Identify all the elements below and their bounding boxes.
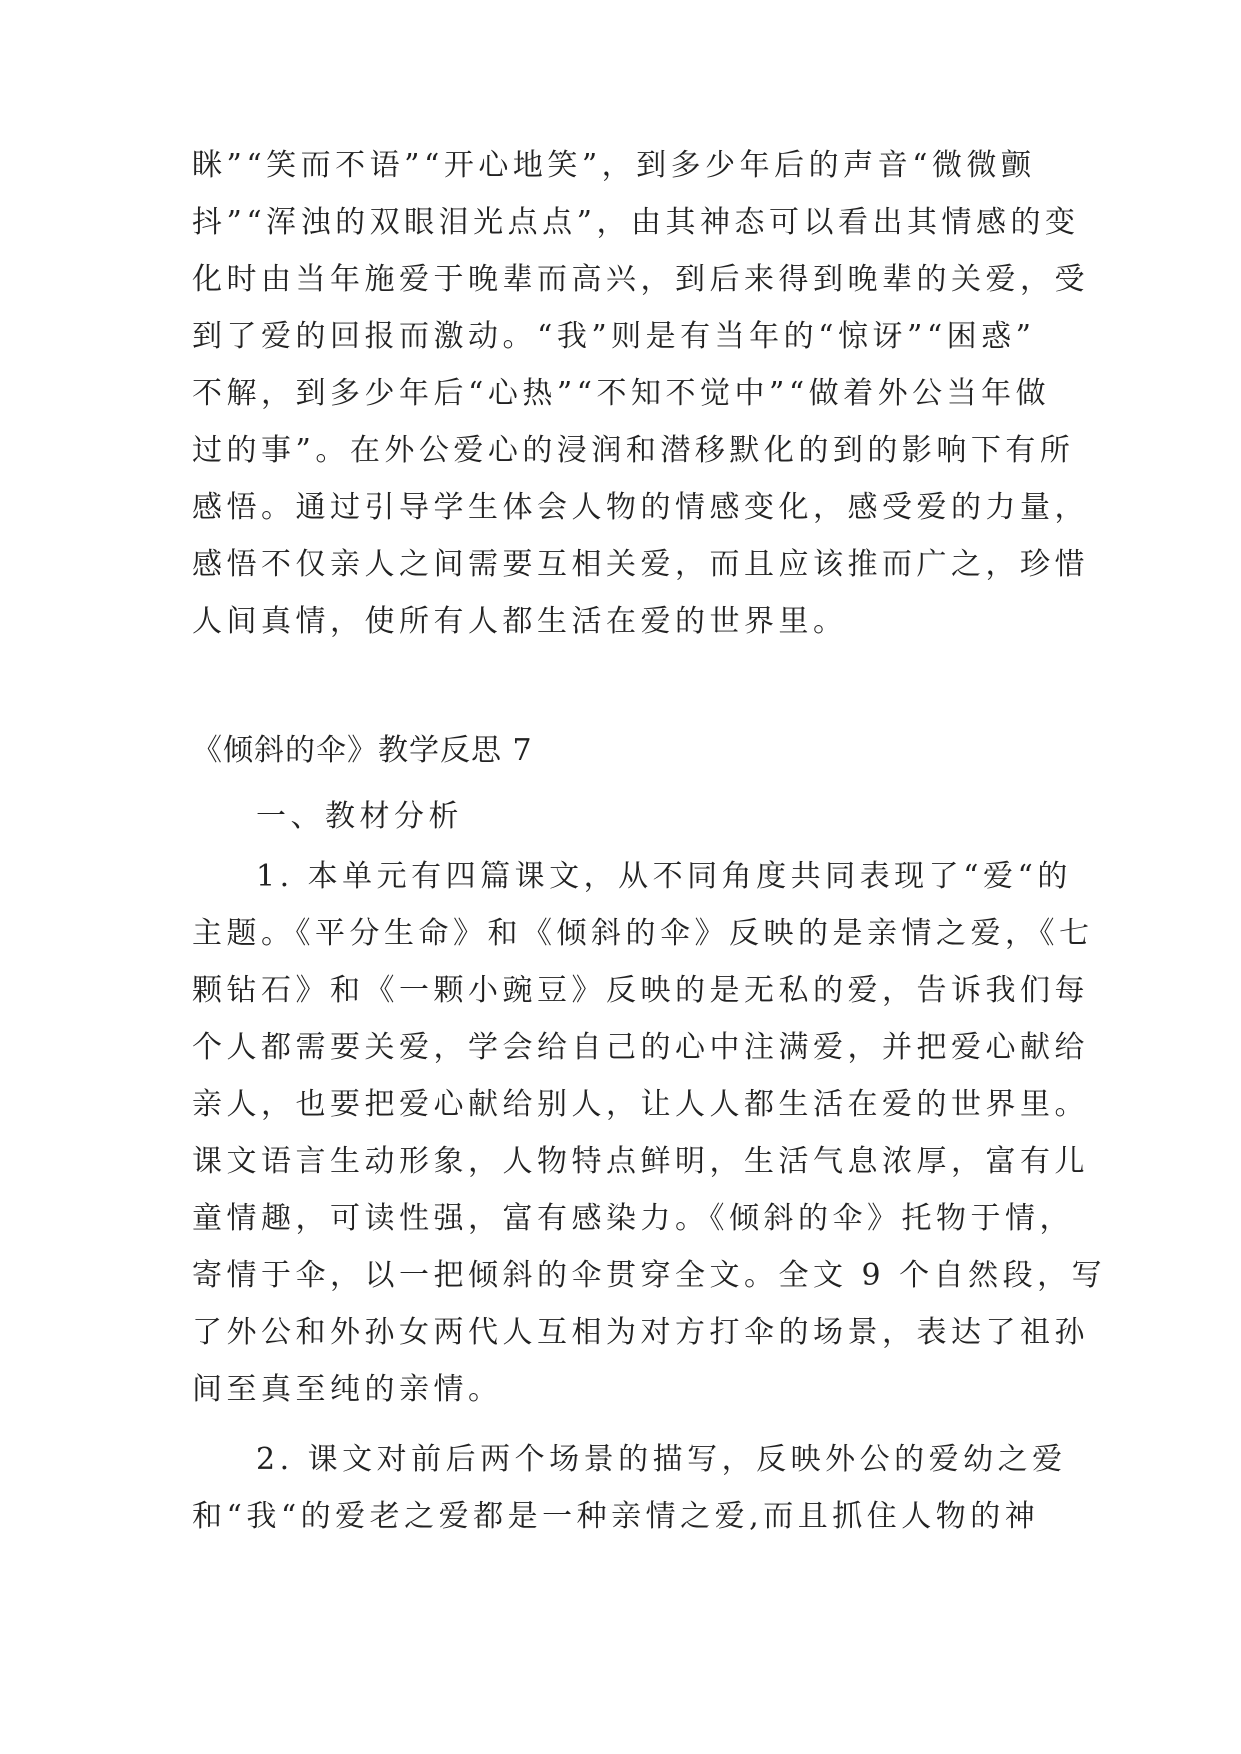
- text-line: 不解，到多少年后“心热”“不知不觉中”“做着外公当年做: [192, 376, 1051, 411]
- text-line: 2. 课文对前后两个场景的描写，反映外公的爱幼之爱: [256, 1442, 1067, 1477]
- text-line: 过的事”。在外公爱心的浸润和潜移默化的到的影响下有所: [192, 433, 1075, 468]
- text-line: 间至真至纯的亲情。: [192, 1372, 503, 1407]
- text-line: 化时由当年施爱于晚辈而高兴，到后来得到晚辈的关爱，受: [192, 262, 1089, 297]
- text-line: 寄情于伞，以一把倾斜的伞贯穿全文。全文 9 个自然段，写: [192, 1258, 1107, 1293]
- text-line: 抖”“浑浊的双眼泪光点点”，由其神态可以看出其情感的变: [192, 205, 1080, 240]
- text-line: 主题。《平分生命》和《倾斜的伞》反映的是亲情之爱，《七: [192, 916, 1094, 951]
- text-line: 颗钻石》和《一颗小豌豆》反映的是无私的爱，告诉我们每: [192, 973, 1089, 1008]
- text-line: 感悟。通过引导学生体会人物的情感变化，感受爱的力量，: [192, 490, 1089, 525]
- subheading: 一、教材分析: [256, 799, 463, 834]
- text-line: 1. 本单元有四篇课文，从不同角度共同表现了“爱“的: [256, 859, 1072, 894]
- text-line: 亲人，也要把爱心献给别人，让人人都生活在爱的世界里。: [192, 1087, 1089, 1122]
- text-line: 到了爱的回报而激动。“我”则是有当年的“惊讶”“困惑”: [192, 319, 1036, 354]
- text-line: 眯”“笑而不语”“开心地笑”，到多少年后的声音“微微颤: [192, 148, 1036, 183]
- text-line: 课文语言生动形象，人物特点鲜明，生活气息浓厚，富有儿: [192, 1144, 1089, 1179]
- text-line: 个人都需要关爱，学会给自己的心中注满爱，并把爱心献给: [192, 1030, 1089, 1065]
- text-line: 人间真情，使所有人都生活在爱的世界里。: [192, 604, 848, 639]
- section-title: 《倾斜的伞》教学反思 7: [192, 733, 533, 768]
- text-line: 童情趣，可读性强，富有感染力。《倾斜的伞》托物于情，: [192, 1201, 1074, 1236]
- text-line: 感悟不仅亲人之间需要互相关爱，而且应该推而广之，珍惜: [192, 547, 1089, 582]
- text-line: 和“我“的爱老之爱都是一种亲情之爱,而且抓住人物的神: [192, 1499, 1040, 1534]
- text-line: 了外公和外孙女两代人互相为对方打伞的场景，表达了祖孙: [192, 1315, 1089, 1350]
